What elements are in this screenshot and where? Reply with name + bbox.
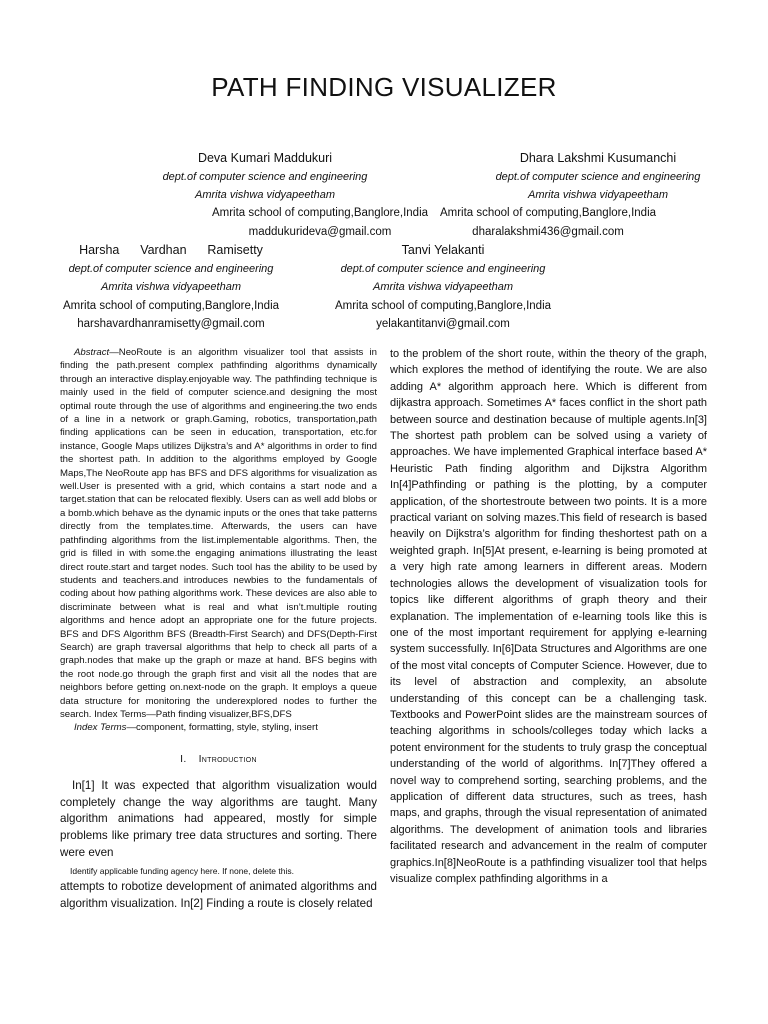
left-column: [60, 346, 377, 912]
author-location: Amrita school of computing,Banglore,India: [439, 207, 657, 219]
author-name: Harsha Vardhan Ramisetty: [79, 243, 263, 257]
author-block-2-contact: [418, 204, 678, 241]
author-name: Tanvi Yelakanti: [401, 243, 485, 257]
intro-paragraph-continued: attempts to robotize development of animated algorithms and algorithm visualization. In[2] Finding a route is closely related: [60, 880, 377, 910]
author-location: Amrita school of computing,Banglore,India: [334, 299, 552, 312]
author-email: dharalakshmi436@gmail.com: [472, 225, 624, 238]
right-column: [390, 346, 707, 887]
funding-footnote: Identify applicable funding agency here. If none, delete this.: [70, 866, 294, 877]
author-location: Amrita school of computing,Banglore,India: [211, 207, 429, 219]
author-block-4: [313, 241, 573, 334]
author-email: yelakantitanvi@gmail.com: [376, 318, 510, 330]
author-location: Amrita school of computing,Banglore,India: [62, 299, 280, 312]
author-email: harshavardhanramisetty@gmail.com: [77, 318, 265, 330]
intro-paragraph: In[1] It was expected that algorithm visualization would completely change the way algorithms are taught. Many algorithm animations had appeared, mostly for simple problems like primary tree data structures and sorting. There were even: [60, 779, 377, 859]
abstract-text: —NeoRoute is an algorithm visualizer tool that assists in finding the path.present complex pathfinding algorithms dynamically through an interactive display.enjoyable way. The pathfinding technique is mainly used in the field of computer science.and designing the most optimal route through the use of algorithms and engineering.the two ends of a line in a network or graph.Gaming, robotics, transportation,path finding applications can be seen in education, transportation, etc.for instance, Google Maps utilizes Dijkstra’s and A* algorithms in order to find the shortest path. In addition to the algorithms employed by Google Maps,The NeoRoute app has BFS and DFS algorithms for visualization as well.User is presented with a grid, which contains a start node and a target.station that can be relocated flexibly. Users can as well add blobs or a bomb.which behave as the dynamic inputs or the ones that take patterns directly from the templates.time. Afterwards, the users can have pathfinding algorithms from the list.implementable algorithms. Then, the grid is filled in with some.the engaging animations illustrating the least direct route.start and target nodes. Such tool has the ability to be used by students and teachers.and introduces newbies to the fundamentals of coding about how pathing algorithms work. These devices are also able to discriminate between what is real and what isn’t.multiple routing algorithms and hence adopt an appropriate one for the future projects. BFS and DFS Algorithm BFS (Breadth-First Search) and DFS(Depth-First Search) are graph traversal algorithms that help to check all parts of a graph.nodes that make up the graph or maze at hand. BFS begins with the root node.go through the graph first and visit all the nodes that are neighbors before getting on.next-node on the graph. It employs a queue data structure for monitoring the underexplored nodes to further the search. Index Terms—Path finding visualizer,BFS,DFS: [60, 347, 377, 720]
index-terms-label: Index Terms: [74, 722, 127, 734]
author-name: Deva Kumari Maddukuri: [197, 151, 333, 165]
intro-right-text: to the problem of the short route, within the theory of the graph, which explores the method of identifying the route. We are also adding A* algorithm approach here. Which is different from dijkastra approach. Sometimes A* faces conflict in the short path between source and destination because of multiple agents.In[3] The shortest path problem can be solved using a variety of approaches. We have implemented Graphical interface based A* Heuristic Path finding algorithm and Dijkstra Algorithm In[4]Pathfinding or pathing is the plotting, by a computer application, of the shortestroute between two points. It is a more practical variant on solving mazes.This field of research is based heavily on Dijkstra’s algorithm for finding theshortest path on a weighted graph. In[5]At present, e-learning is being promoted at a very high rate among learners in different areas. Modern technologies allows the development of visualization tools for topics like different algorithms of graph theory and their explanation. The implementation of e-learning tools like this is one of the most important requirement for applying e-learning system successfully. In[6]Data Structures and Algorithms are one of the most vital concepts of Computer Science. However, due to its level of abstraction and complexity, an absolute understanding of this concept can be a challenging task. Textbooks and PowerPoint slides are the mainstream sources of teaching algorithms in schools/colleges today which lacks a potent environment for the students to truly grasp the conceptual understanding of the world of algorithms. In[7]They offered a novel way to comprehend sorting, searching problems, and the application of different data structures, such as trees, hash maps, and graphs, through the visual representation of animated algorithms. The development of animation tools and libraries facilitated research and advancement in the realm of computer graphics.In[8]NeoRoute is a pathfinding visualizer tool that helps visualize complex pathfinding algorithms in a: [390, 348, 707, 885]
author-name: Dhara Lakshmi Kusumanchi: [519, 151, 677, 165]
author-dept: dept.of computer science and engineering: [162, 170, 368, 183]
author-block-2: [468, 149, 728, 205]
author-email: maddukurideva@gmail.com: [248, 225, 392, 238]
author-block-3: [46, 241, 296, 334]
section-title: Introduction: [198, 752, 257, 765]
author-dept: dept.of computer science and engineering: [495, 170, 701, 183]
index-terms: [60, 721, 377, 734]
section-number: I.: [180, 752, 187, 765]
author-dept: dept.of computer science and engineering: [340, 262, 546, 275]
page-title: PATH FINDING VISUALIZER: [211, 72, 557, 102]
author-org: Amrita vishwa vidyapeetham: [527, 189, 668, 201]
abstract-label: Abstract: [74, 347, 110, 358]
author-block-1-contact: [190, 204, 450, 241]
section-heading: [60, 753, 377, 766]
author-org: Amrita vishwa vidyapeetham: [194, 189, 335, 201]
author-block-1: [135, 149, 395, 205]
index-terms-text: —component, formatting, style, styling, insert: [126, 722, 318, 734]
author-dept: dept.of computer science and engineering: [68, 262, 274, 275]
abstract: [60, 346, 377, 721]
author-org: Amrita vishwa vidyapeetham: [100, 281, 241, 293]
author-org: Amrita vishwa vidyapeetham: [372, 281, 513, 293]
